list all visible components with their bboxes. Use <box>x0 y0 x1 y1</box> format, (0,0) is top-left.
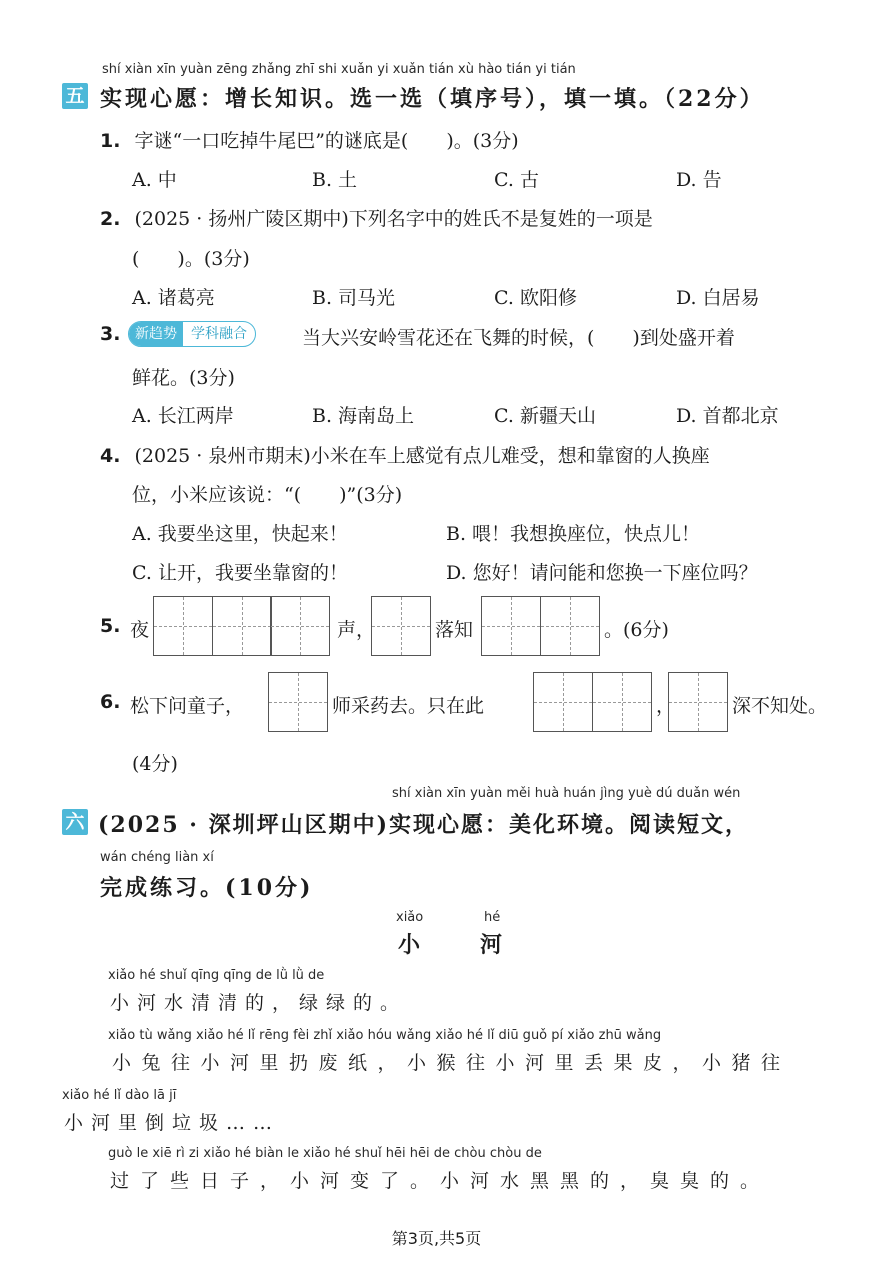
q3-tag <box>128 321 256 347</box>
passage-title-pinyin-1: xiǎo <box>396 910 424 925</box>
section6-title-line1: (2025 · 深圳坪山区期中)实现心愿：美化环境。阅读短文， <box>98 812 750 838</box>
q3-option-b: B. 海南岛上 <box>312 405 415 427</box>
section5-badge: 五 <box>62 83 88 109</box>
section6-title-line2: 完成练习。(10分) <box>100 875 314 901</box>
q3-number-text: 3. <box>100 323 121 345</box>
passage-line4-pinyin: guò le xiē rì zi xiǎo hé biàn le xiǎo hé shuǐ hēi hēi de chòu chòu de <box>108 1146 542 1161</box>
passage-line2: 小兔往小河里扔废纸，小猴往小河里丢果皮，小猪往 <box>112 1052 791 1074</box>
section6-pinyin2: wán chéng liàn xí <box>100 850 214 865</box>
q6-points: (4分) <box>132 753 178 775</box>
section5-pinyin: shí xiàn xīn yuàn zēng zhǎng zhī shi xuǎn yi xuǎn tián xù hào tián yi tián <box>102 62 576 77</box>
q2-text-line2: ( )。(3分) <box>132 248 250 270</box>
q5-part4: 。(6分) <box>604 619 669 641</box>
q5-part1: 夜 <box>130 619 150 641</box>
passage-line3-pinyin: xiǎo hé lǐ dào lā jī <box>62 1088 177 1103</box>
section6-badge: 六 <box>62 809 88 835</box>
q1 <box>100 126 519 153</box>
q5-number-text: 5. <box>100 615 121 637</box>
q2 <box>100 204 653 231</box>
section6-pinyin1: shí xiàn xīn yuàn měi huà huán jìng yuè dú duǎn wén <box>392 786 741 801</box>
q1-option-a: A. 中 <box>132 169 177 191</box>
q3-tag-trend: 新趋势 <box>129 322 183 346</box>
passage-line3: 小河里倒垃圾…… <box>64 1112 281 1134</box>
q3-option-d: D. 首都北京 <box>676 405 779 427</box>
q4-text: (2025 · 泉州市期末)小米在车上感觉有点儿难受，想和靠窗的人换座 <box>134 445 710 467</box>
q5-part2: 声， <box>337 619 376 641</box>
q2-option-b: B. 司马光 <box>312 287 396 309</box>
q2-option-d: D. 白居易 <box>676 287 760 309</box>
q1-text: 字谜“一口吃掉牛尾巴”的谜底是( )。(3分) <box>134 130 519 152</box>
passage-title-pinyin-2: hé <box>484 910 501 925</box>
q5-answer-grid-2[interactable] <box>371 596 431 656</box>
section5-title: 实现心愿：增长知识。选一选（填序号），填一填。（22分） <box>100 86 765 112</box>
passage-title-char-1: 小 <box>398 932 421 958</box>
q2-option-c: C. 欧阳修 <box>494 287 577 309</box>
q6-answer-grid-2[interactable] <box>533 672 652 732</box>
q5-answer-grid-1[interactable] <box>153 596 330 656</box>
q2-option-a: A. 诸葛亮 <box>132 287 215 309</box>
q6-number-text: 6. <box>100 691 121 713</box>
q3-option-a: A. 长江两岸 <box>132 405 234 427</box>
q2-number: 2. <box>100 208 121 230</box>
q4-number: 4. <box>100 445 121 467</box>
passage-line1-pinyin: xiǎo hé shuǐ qīng qīng de lǜ lǜ de <box>108 968 325 983</box>
q1-option-d: D. 告 <box>676 169 722 191</box>
q3-number <box>100 323 120 345</box>
q1-option-c: C. 古 <box>494 169 539 191</box>
q3-tag-subject: 学科融合 <box>191 326 247 342</box>
q1-option-b: B. 土 <box>312 169 358 191</box>
passage-line4: 过了些日子，小河变了。小河水黑黑的，臭臭的。 <box>110 1170 771 1192</box>
passage-line1: 小河水清清的，绿绿的。 <box>110 992 408 1014</box>
q6-part4: 深不知处。 <box>732 695 828 717</box>
q3-option-c: C. 新疆天山 <box>494 405 596 427</box>
q5-answer-grid-3[interactable] <box>481 596 600 656</box>
q1-number: 1. <box>100 130 121 152</box>
q4-option-a: A. 我要坐这里，快起来！ <box>132 523 348 545</box>
q5-part3: 落知 <box>435 619 474 641</box>
q2-text: (2025 · 扬州广陵区期中)下列名字中的姓氏不是复姓的一项是 <box>134 208 653 230</box>
q3-text: 当大兴安岭雪花还在飞舞的时候，( )到处盛开着 <box>302 327 735 349</box>
page-footer: 第3页,共5页 <box>391 1229 482 1248</box>
q6-answer-grid-3[interactable] <box>668 672 728 732</box>
q6-number <box>100 691 120 713</box>
q6-answer-grid-1[interactable] <box>268 672 328 732</box>
q4-option-c: C. 让开，我要坐靠窗的！ <box>132 562 348 584</box>
q6-part1: 松下问童子， <box>130 695 245 717</box>
passage-title-char-2: 河 <box>480 932 503 958</box>
q6-part3: ， <box>656 695 676 717</box>
q4-option-d: D. 您好！请问能和您换一下座位吗？ <box>446 562 758 584</box>
q6-part2: 师采药去。只在此 <box>332 695 485 717</box>
q3-text-line2: 鲜花。(3分) <box>132 367 235 389</box>
q4-option-b: B. 喂！我想换座位，快点儿！ <box>446 523 701 545</box>
q5-number <box>100 615 120 637</box>
q4-text-line2: 位，小米应该说：“( )”(3分) <box>132 484 403 506</box>
passage-line2-pinyin: xiǎo tù wǎng xiǎo hé lǐ rēng fèi zhǐ xiǎo hóu wǎng xiǎo hé lǐ diū guǒ pí xiǎo zhū wǎng <box>108 1028 662 1043</box>
q4 <box>100 441 710 468</box>
